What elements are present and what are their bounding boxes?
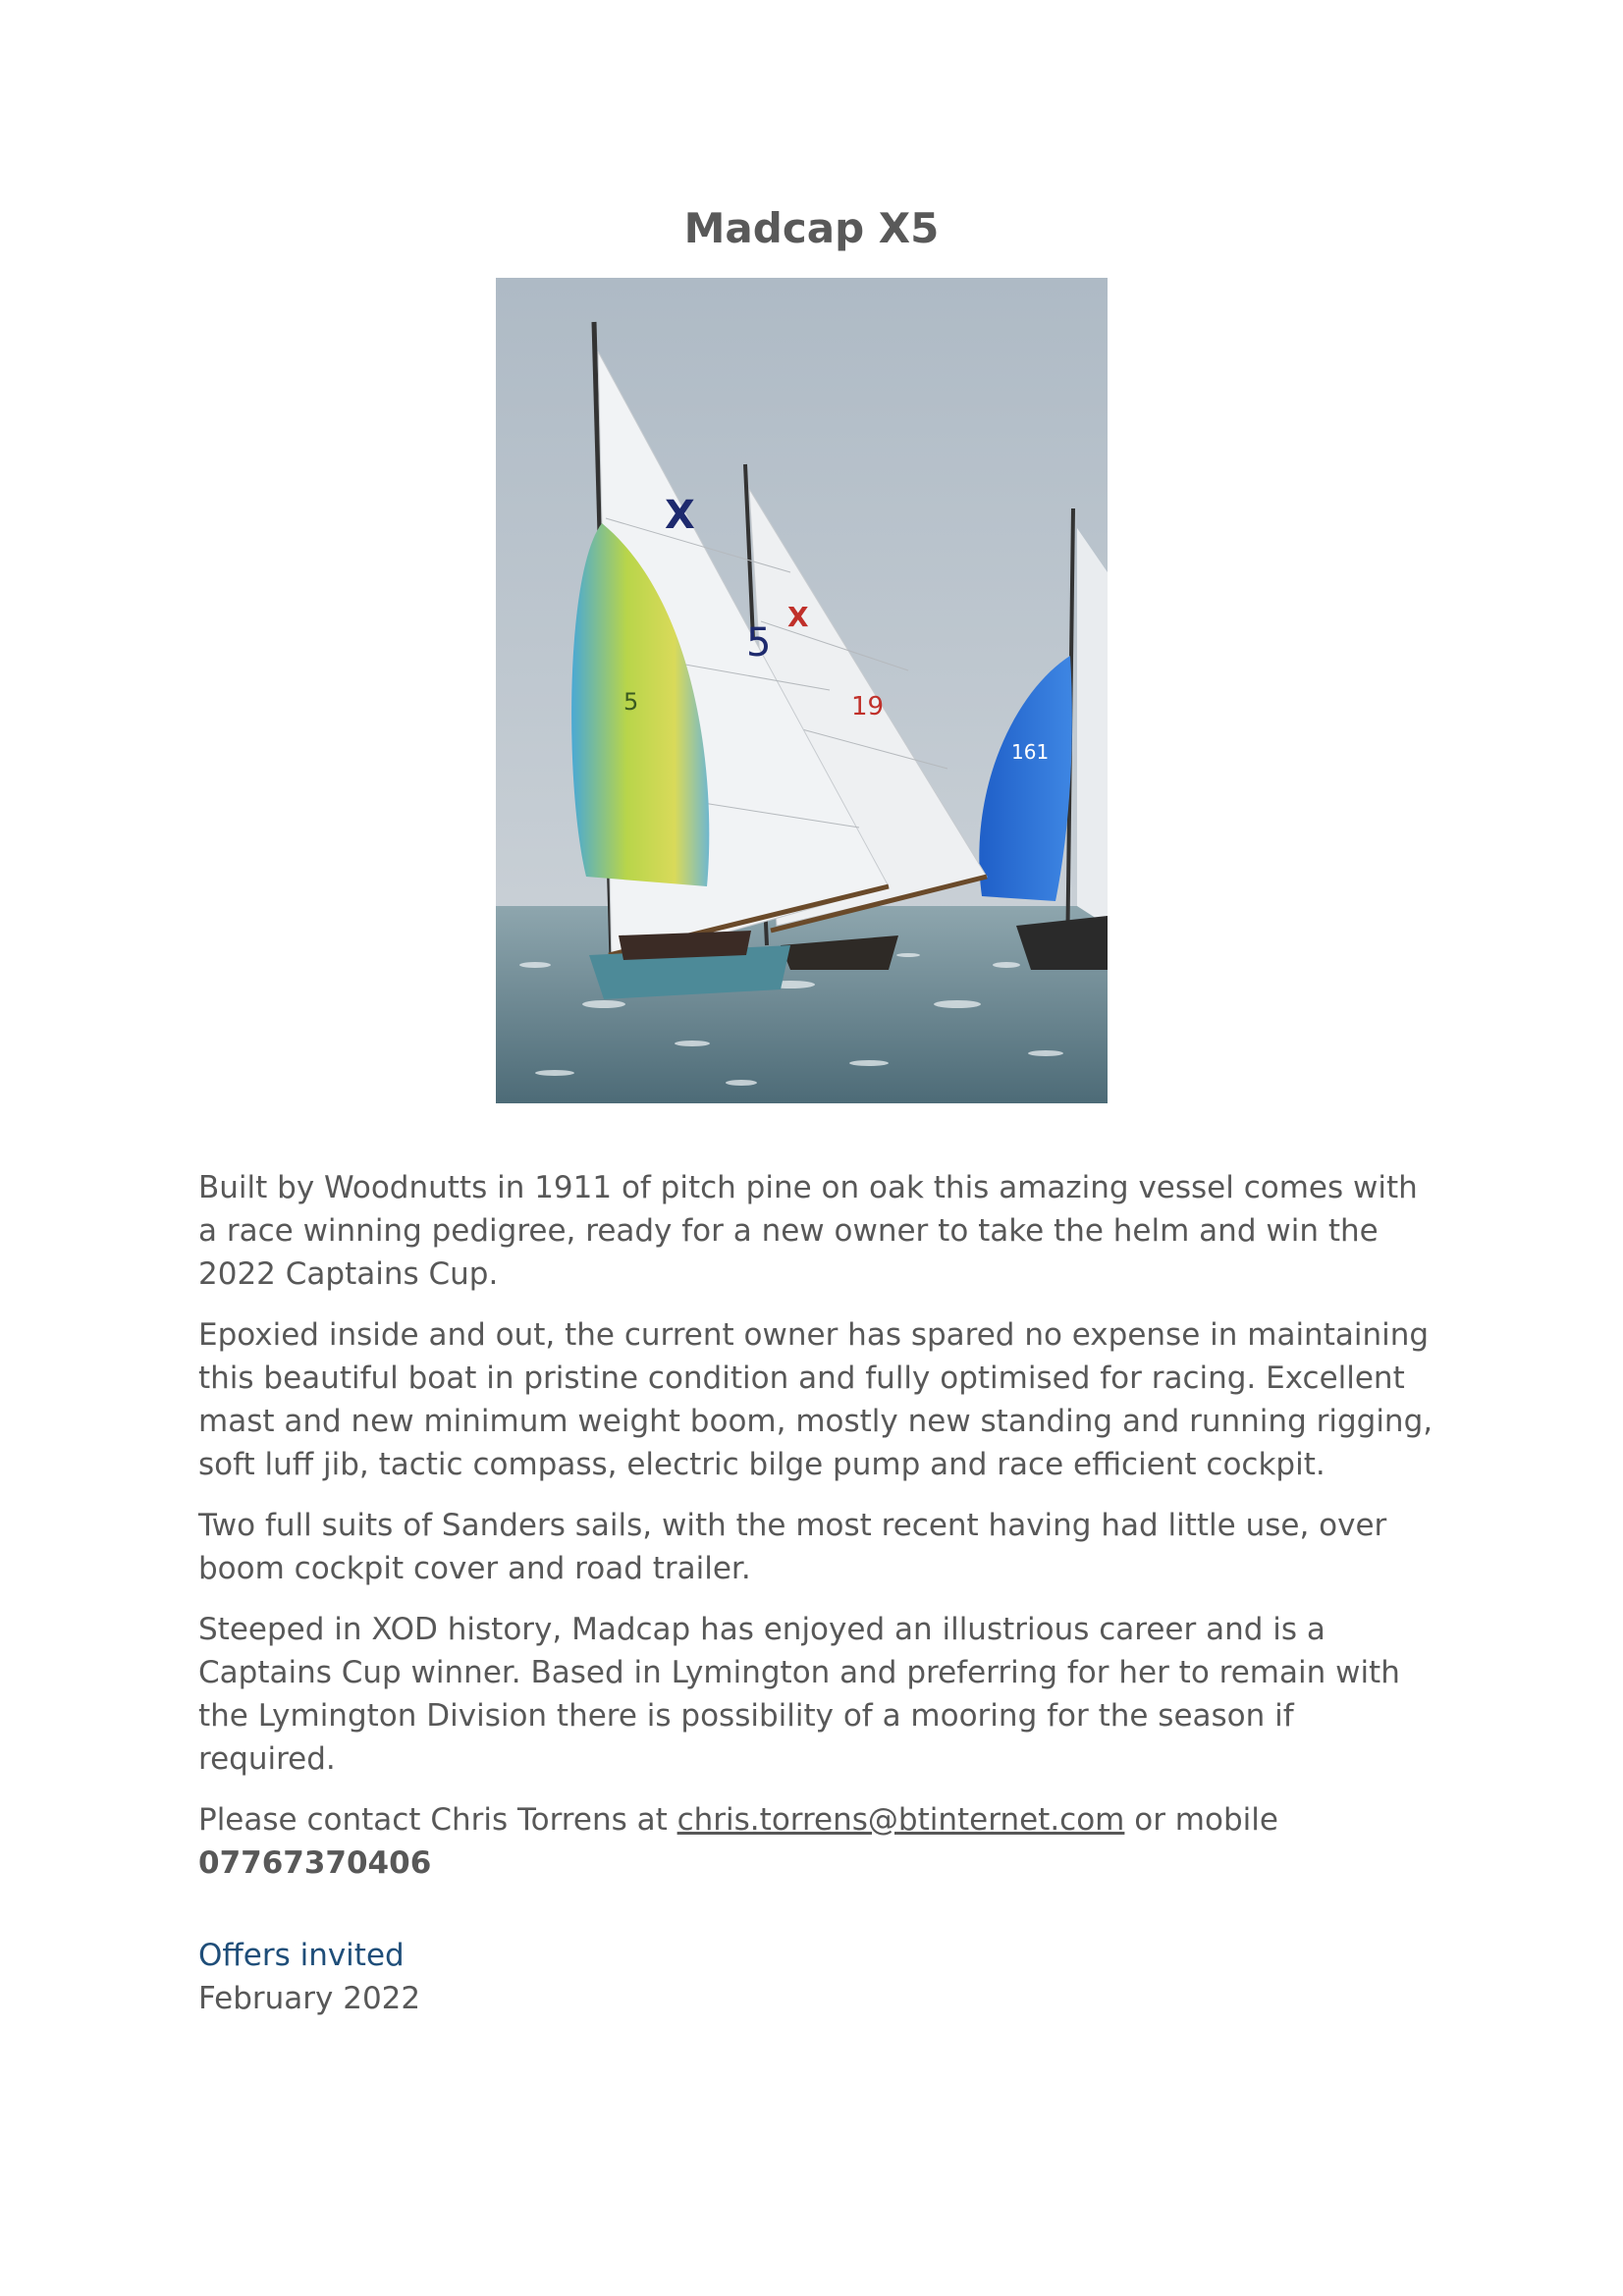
sail-letter-x-red: X [787, 601, 809, 633]
email-link[interactable]: chris.torrens@btinternet.com [676, 1802, 1125, 1838]
listing-description [198, 1166, 1435, 2020]
paragraph-condition: Epoxied inside and out, the current owner has spared no expense in maintaining this beautiful boat in pristine condition and fully optimised for racing. Excellent mast and new minimum weight boom, mostly new standing and running rigging, soft luff jib, tactic compass, electric bilge pump and race efficient cockpit. [198, 1317, 1434, 1482]
spinnaker-number-5: 5 [623, 688, 639, 716]
paragraph-sails: Two full suits of Sanders sails, with the most recent having had little use, over boom cockpit cover and road trailer. [198, 1508, 1387, 1586]
sailing-boats-illustration [496, 278, 1108, 1103]
contact-prefix: Please contact Chris Torrens at [198, 1802, 677, 1838]
contact-middle: or mobile [1124, 1802, 1278, 1838]
sail-number-5: 5 [746, 620, 772, 666]
sail-letter-x: X [665, 493, 695, 538]
paragraph-location: Steeped in XOD history, Madcap has enjoyed an illustrious career and is a Captains Cup winner. Based in Lymington and preferring for her to remain with the Lymington Division there is possibility of a mooring for the season if required. [198, 1612, 1400, 1777]
sail-number-19: 19 [851, 692, 885, 721]
offers-invited: Offers invited [198, 1938, 405, 1973]
paragraph-history: Built by Woodnutts in 1911 of pitch pine on oak this amazing vessel comes with a race winning pedigree, ready for a new owner to take the helm and win the 2022 Captains Cup. [198, 1170, 1418, 1292]
page-title: Madcap X5 [683, 204, 940, 252]
contact-paragraph [198, 1798, 1435, 1885]
listing-date: February 2022 [198, 1981, 421, 2016]
phone-number: 07767370406 [198, 1845, 432, 1881]
sailing-photo [496, 278, 1108, 1103]
sail-number-161: 161 [1011, 740, 1050, 764]
